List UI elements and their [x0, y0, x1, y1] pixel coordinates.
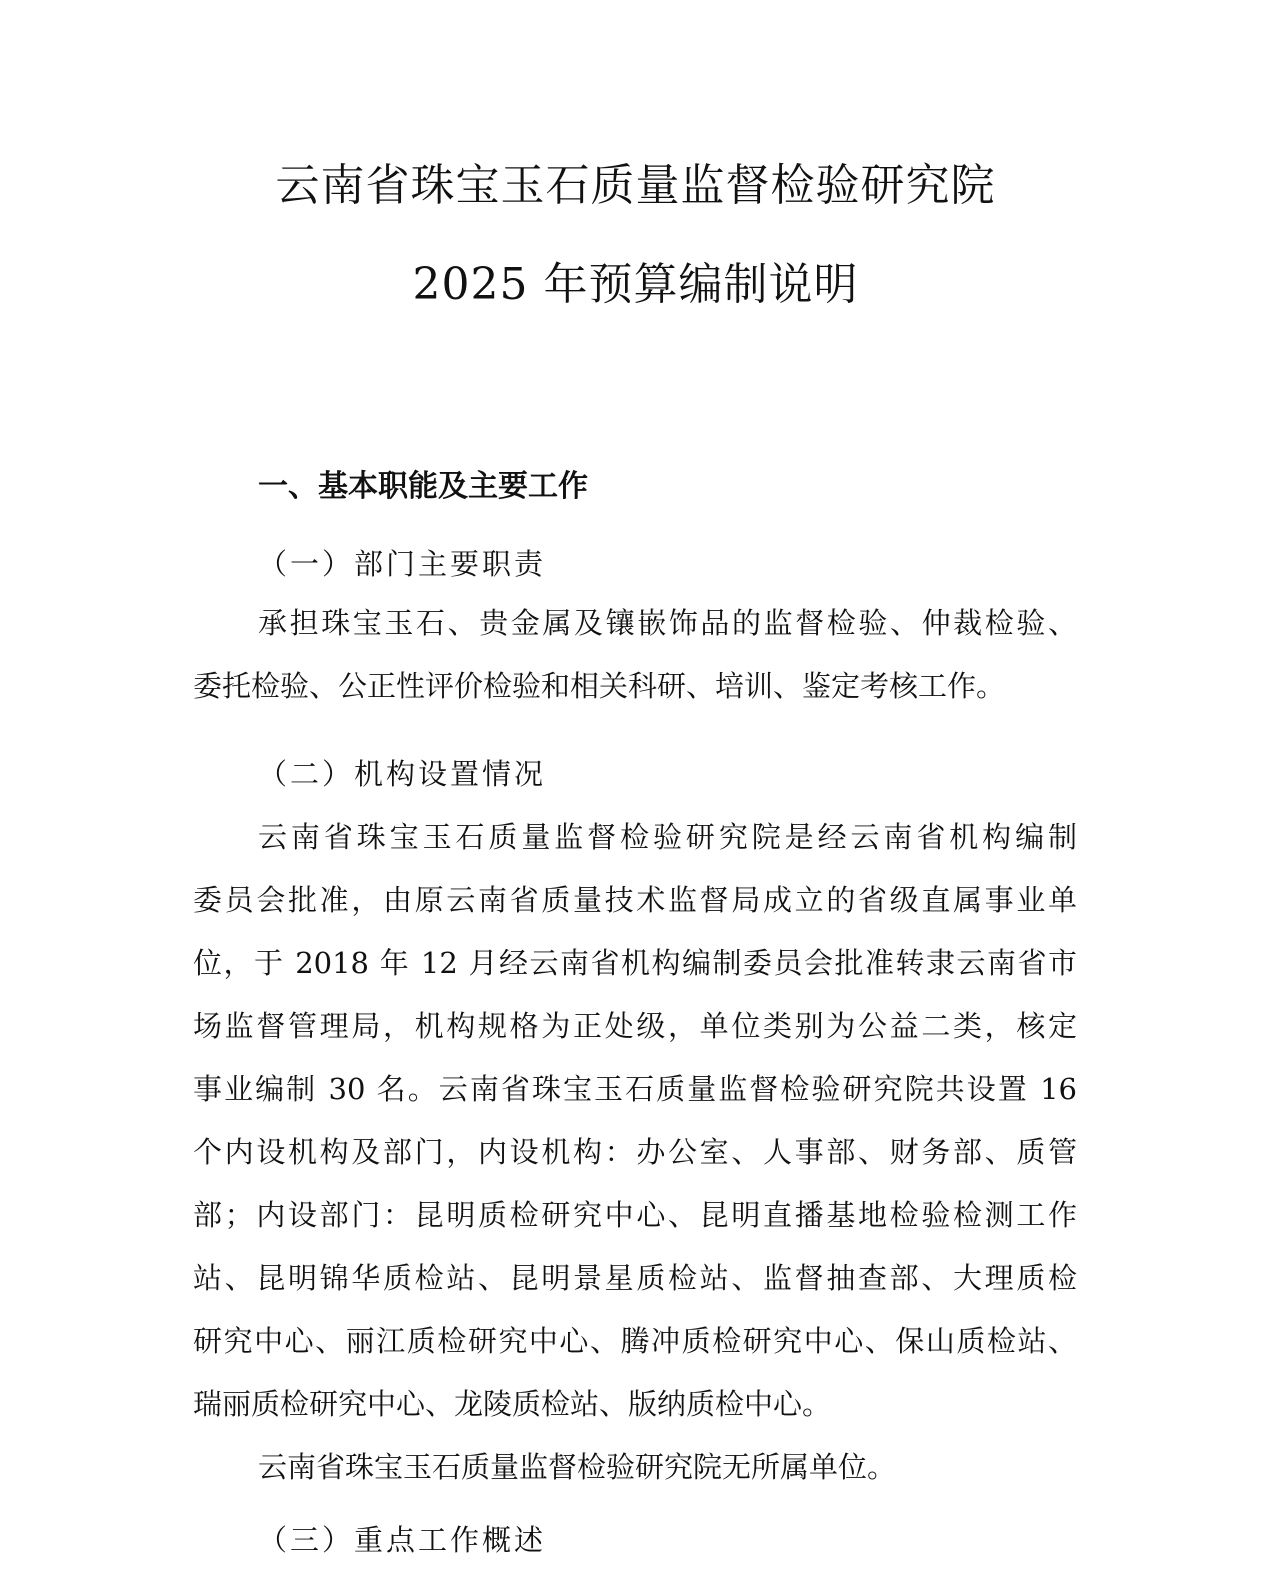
subsection-heading-organization: （二）机构设置情况 — [258, 757, 547, 791]
paragraph-line: 委员会批准，由原云南省质量技术监督局成立的省级直属事业单 — [193, 883, 1077, 917]
subsection-heading-main-duties: （一）部门主要职责 — [258, 547, 547, 581]
paragraph-line: 瑞丽质检研究中心、龙陵质检站、版纳质检中心。 — [193, 1387, 832, 1421]
paragraph-line: 事业编制 30 名。云南省珠宝玉石质量监督检验研究院共设置 16 — [193, 1072, 1077, 1106]
paragraph-line: 个内设机构及部门，内设机构：办公室、人事部、财务部、质管 — [193, 1135, 1077, 1169]
document-title-line-1: 云南省珠宝玉石质量监督检验研究院 — [275, 160, 996, 211]
paragraph-line: 云南省珠宝玉石质量监督检验研究院是经云南省机构编制 — [258, 820, 1077, 854]
subsection-heading-key-work: （三）重点工作概述 — [258, 1523, 547, 1557]
paragraph-line: 位，于 2018 年 12 月经云南省机构编制委员会批准转隶云南省市 — [193, 946, 1077, 980]
paragraph-line: 场监督管理局，机构规格为正处级，单位类别为公益二类，核定 — [193, 1009, 1077, 1043]
paragraph-no-affiliated-units: 云南省珠宝玉石质量监督检验研究院无所属单位。 — [258, 1450, 897, 1484]
paragraph-line: 研究中心、丽江质检研究中心、腾冲质检研究中心、保山质检站、 — [193, 1324, 1077, 1358]
paragraph-line: 承担珠宝玉石、贵金属及镶嵌饰品的监督检验、仲裁检验、 — [258, 606, 1077, 640]
section-heading-basic-functions: 一、基本职能及主要工作 — [258, 469, 588, 504]
paragraph-line: 部；内设部门：昆明质检研究中心、昆明直播基地检验检测工作 — [193, 1198, 1077, 1232]
document-title-line-2: 2025 年预算编制说明 — [412, 259, 859, 310]
paragraph-line: 委托检验、公正性评价检验和相关科研、培训、鉴定考核工作。 — [193, 669, 1006, 703]
paragraph-line: 站、昆明锦华质检站、昆明景星质检站、监督抽查部、大理质检 — [193, 1261, 1077, 1295]
